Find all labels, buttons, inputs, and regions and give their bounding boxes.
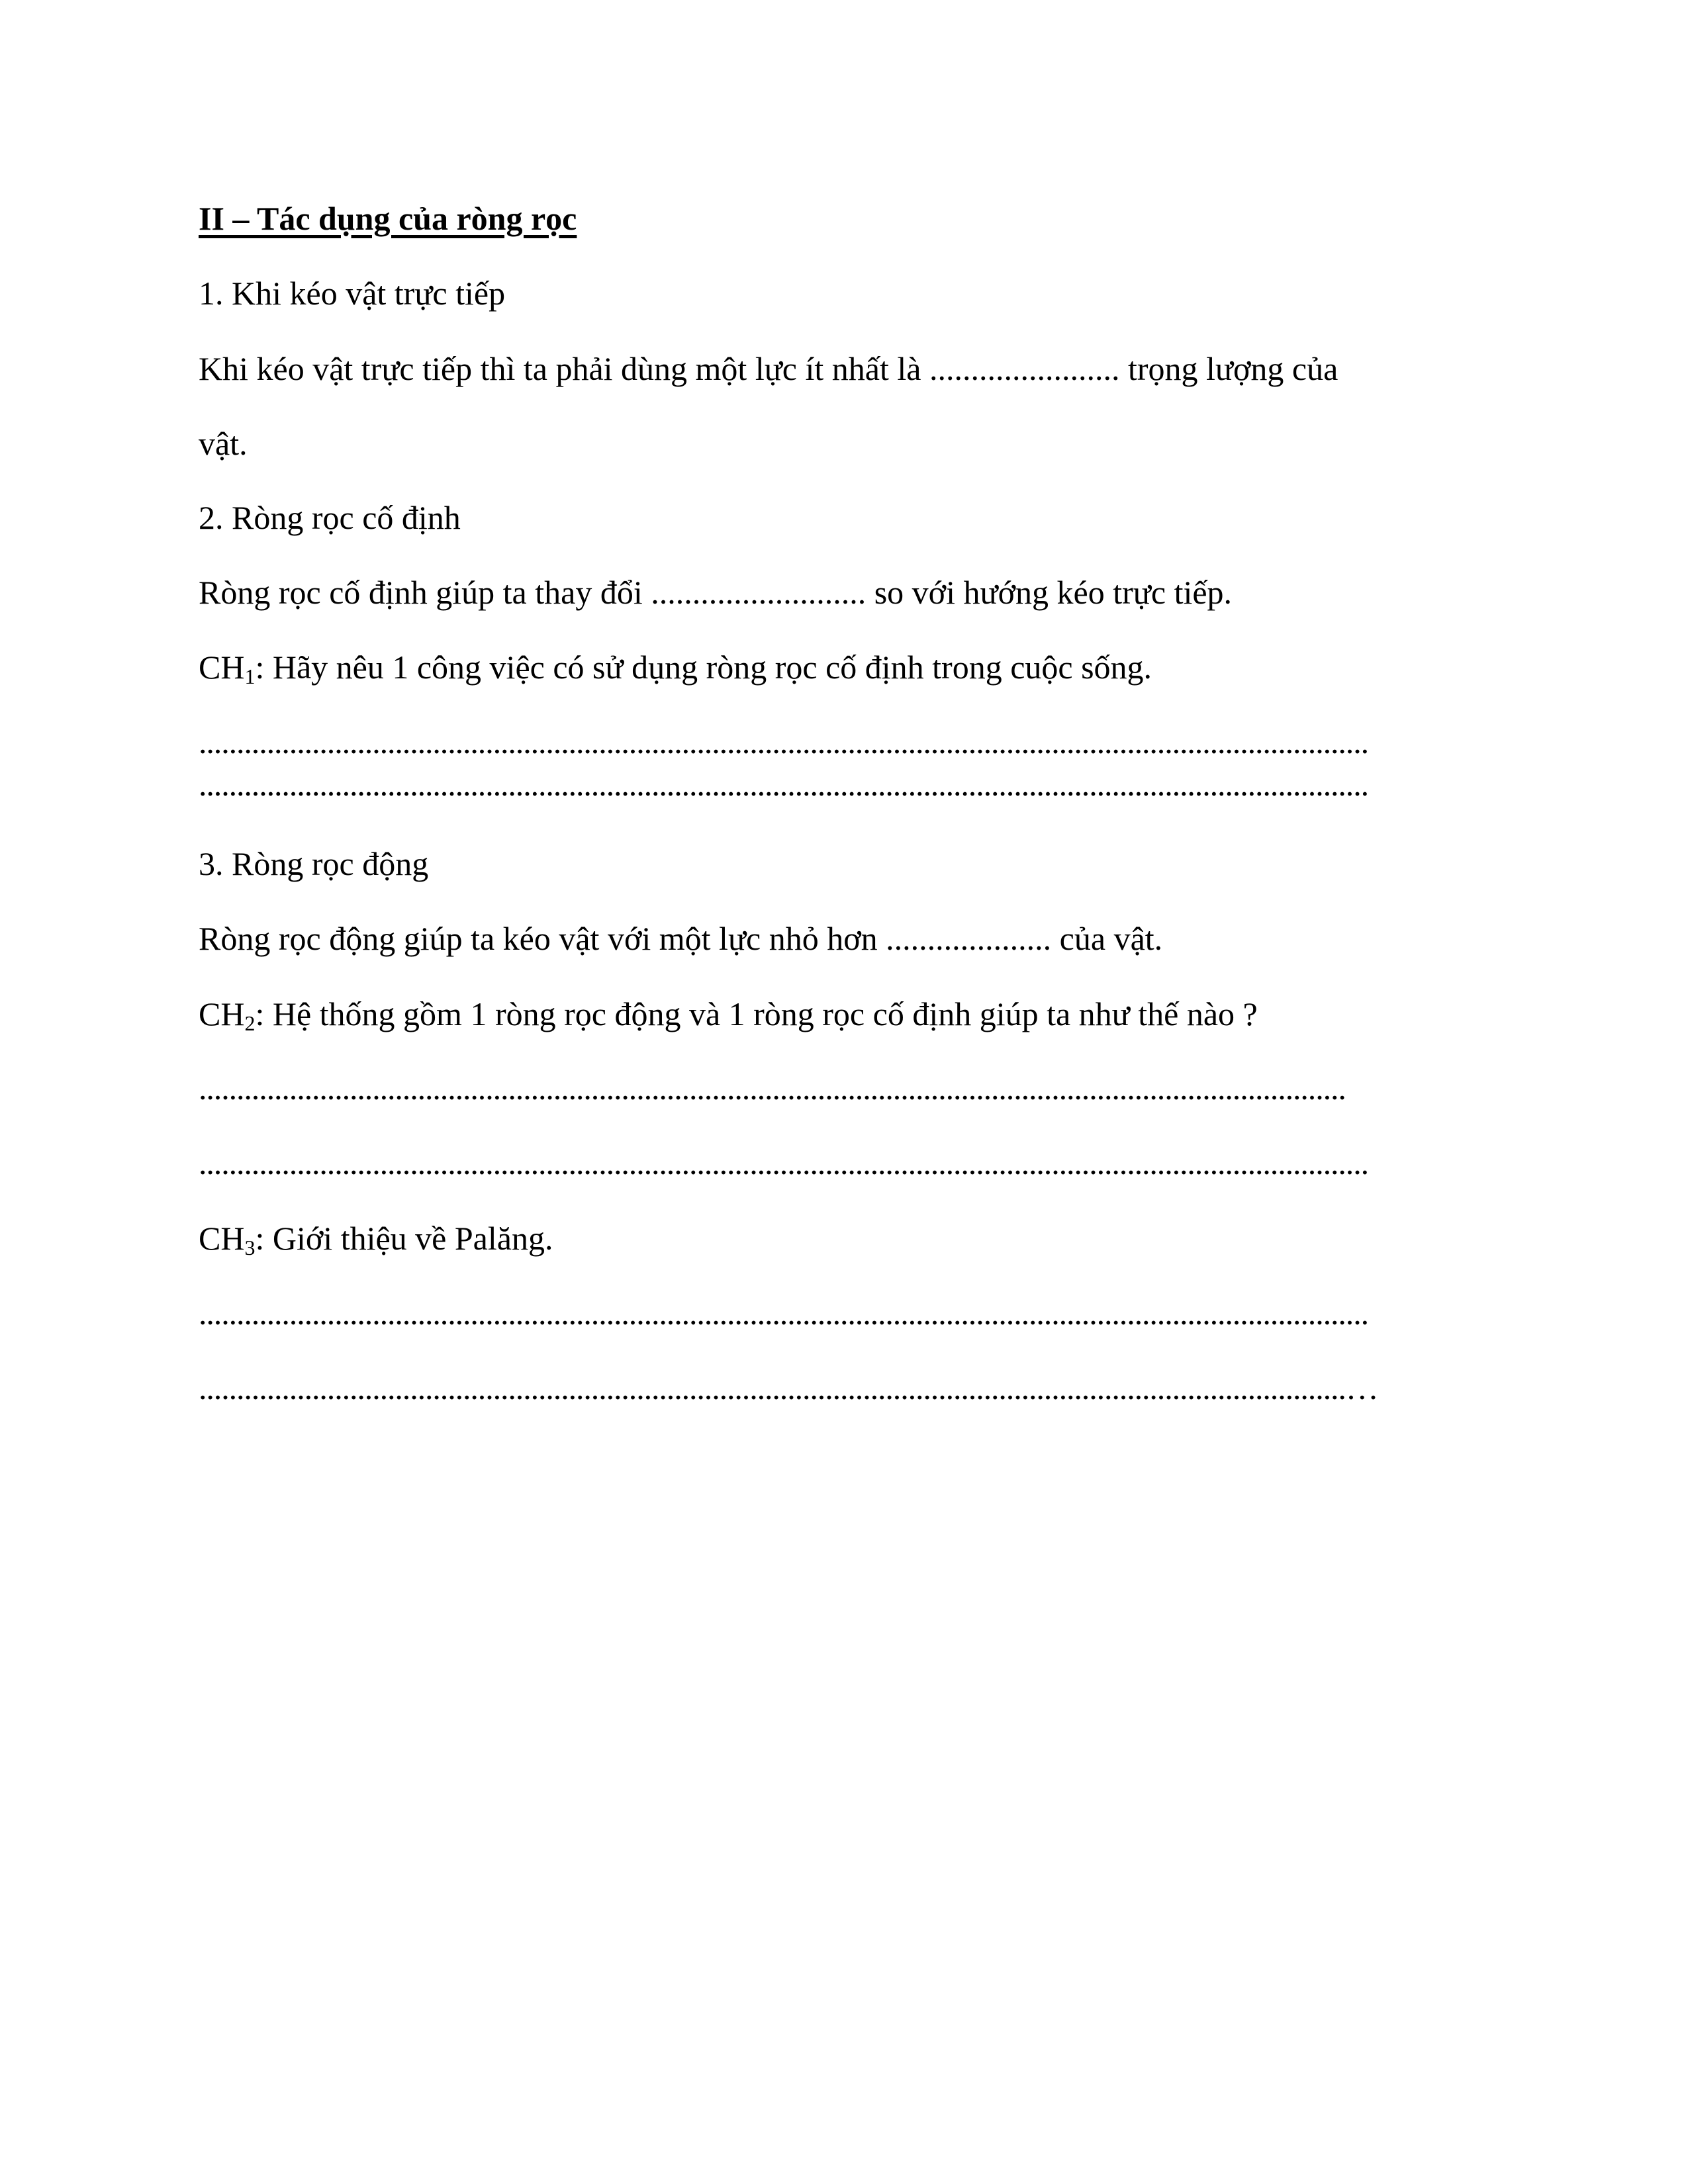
ch2-answer-line-1: ........................................................................................................................................................ <box>199 1069 1346 1107</box>
ch2-text: : Hệ thống gồm 1 ròng rọc động và 1 ròng rọc cố định giúp ta như thế nào ? <box>255 995 1258 1032</box>
ch1-subscript: 1 <box>244 664 256 688</box>
question-ch1 <box>199 647 1152 687</box>
subsection-2-title: 2. Ròng rọc cố định <box>199 499 461 536</box>
section-heading: II – Tác dụng của ròng rọc <box>199 200 577 237</box>
subsection-3-title: 3. Ròng rọc động <box>199 845 429 882</box>
question-ch2 <box>199 994 1258 1034</box>
ch1-answer-line-1: ........................................................................................................................................................... <box>199 723 1369 760</box>
ch1-text: : Hãy nêu 1 công việc có sử dụng ròng rọc cố định trong cuộc sống. <box>255 649 1152 686</box>
question-ch3 <box>199 1218 553 1258</box>
subsection-1-title: 1. Khi kéo vật trực tiếp <box>199 275 506 312</box>
ch2-prefix: CH <box>199 995 245 1032</box>
ch3-subscript: 3 <box>244 1236 256 1259</box>
ch3-answer-line-2: ........................................................................................................................................................… <box>199 1369 1378 1406</box>
subsection-1-line-2: vật. <box>199 425 248 462</box>
ch3-answer-line-1: ........................................................................................................................................................... <box>199 1295 1369 1332</box>
ch3-text: : Giới thiệu về Palăng. <box>255 1220 553 1257</box>
ch2-subscript: 2 <box>244 1011 256 1035</box>
ch1-answer-line-2: ........................................................................................................................................................... <box>199 766 1369 803</box>
subsection-1-line-1: Khi kéo vật trực tiếp thì ta phải dùng một lực ít nhất là ....................... trọng lượng của <box>199 350 1338 387</box>
subsection-3-line-1: Ròng rọc động giúp ta kéo vật với một lực nhỏ hơn .................... của vật. <box>199 920 1163 957</box>
subsection-2-line-1: Ròng rọc cố định giúp ta thay đổi .......................... so với hướng kéo trực tiếp. <box>199 574 1233 611</box>
ch3-prefix: CH <box>199 1220 245 1257</box>
ch2-answer-line-2: ........................................................................................................................................................... <box>199 1144 1369 1181</box>
ch1-prefix: CH <box>199 649 245 686</box>
